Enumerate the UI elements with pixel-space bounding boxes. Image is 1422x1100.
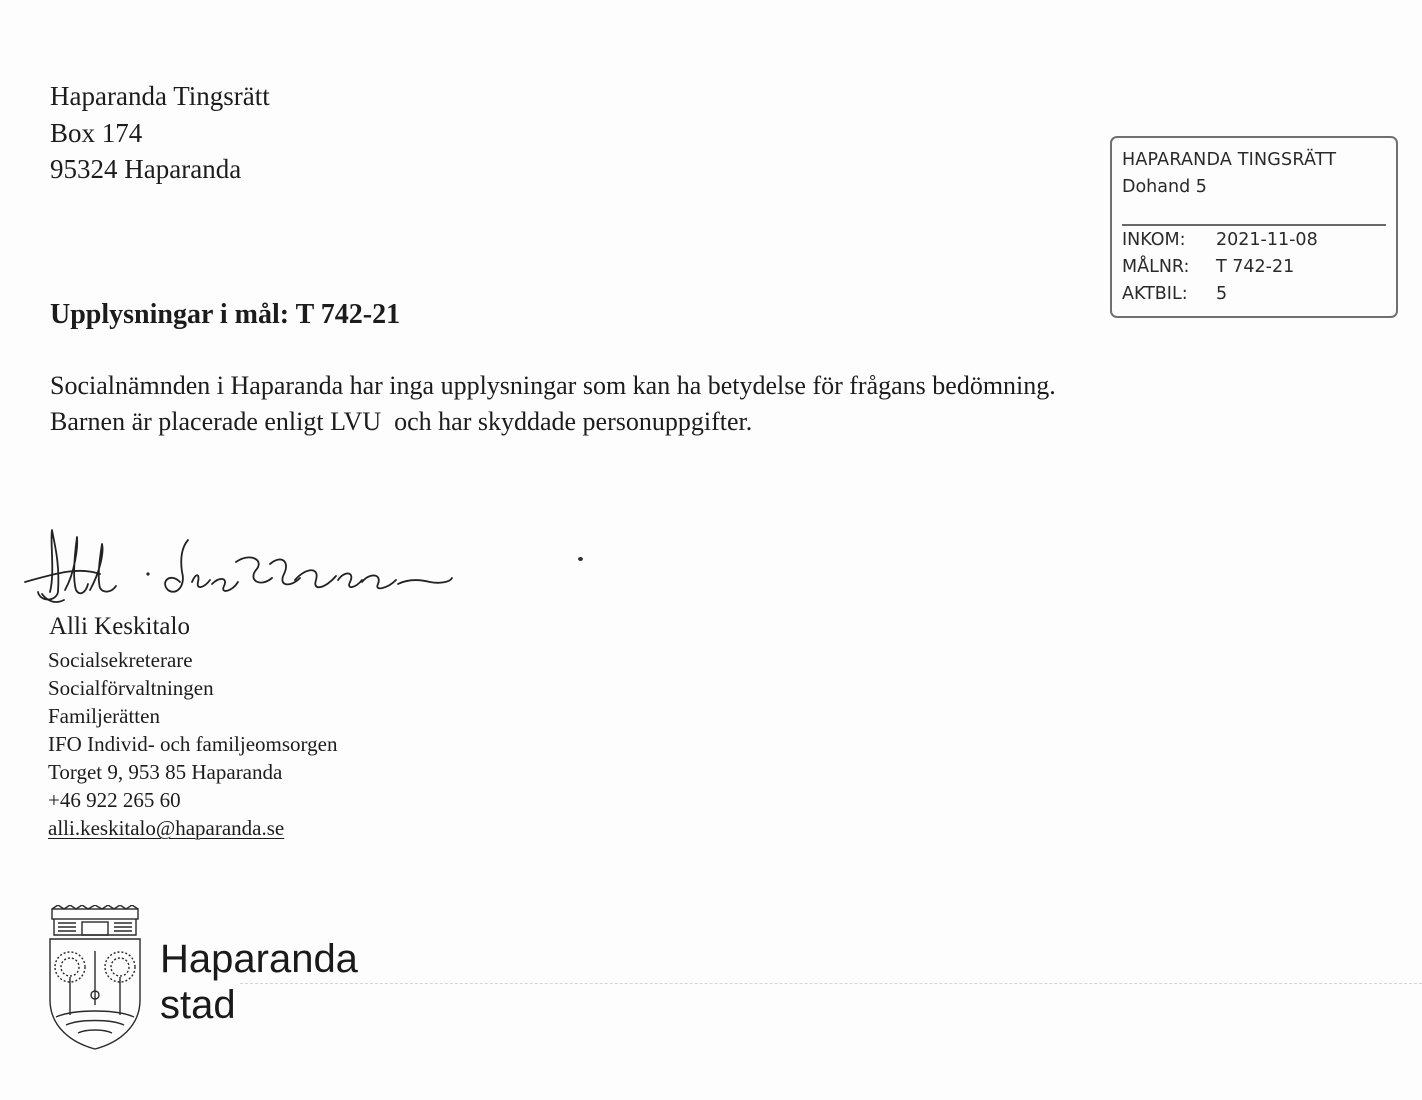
recipient-name: Haparanda Tingsrätt: [50, 81, 270, 111]
signatory-unit: Familjerätten: [48, 704, 160, 728]
signatory-address: Torget 9, 953 85 Haparanda: [48, 760, 283, 784]
signatory-name: Alli Keskitalo: [49, 613, 190, 640]
recipient-postal: 95324 Haparanda: [50, 154, 242, 184]
received-stamp: [1110, 136, 1398, 318]
body-paragraph: Barnen är placerade enligt LVU och har skyddade personuppgifter.: [50, 407, 753, 436]
signatory-phone: +46 922 265 60: [48, 788, 181, 812]
stamp-label: INKOM:: [1122, 230, 1186, 250]
stamp-row-aktbil: [1122, 284, 1227, 304]
haparanda-stad-logo: [160, 936, 358, 1028]
signatory-details: [48, 646, 337, 842]
stamp-row-malnr: [1122, 257, 1294, 277]
body-paragraph: Socialnämnden i Haparanda har inga upplysningar som kan ha betydelse för frågans bedömning.: [50, 371, 1056, 400]
recipient-address: [50, 78, 270, 188]
stamp-row-inkom: [1122, 230, 1318, 250]
logo-line-1: Haparanda: [160, 937, 358, 981]
subject-heading: Upplysningar i mål: T 742-21: [50, 299, 401, 330]
coat-of-arms-icon: [44, 905, 146, 1050]
signatory-email-link[interactable]: alli.keskitalo@haparanda.se: [48, 816, 285, 840]
stamp-department: Dohand 5: [1122, 177, 1207, 197]
signatory-title: Socialsekreterare: [48, 648, 193, 672]
stamp-court: HAPARANDA TINGSRÄTT: [1122, 150, 1337, 170]
stamp-label: MÅLNR:: [1122, 257, 1190, 277]
handwritten-signature: [20, 522, 460, 612]
stamp-value: 2021-11-08: [1216, 230, 1318, 250]
stamp-value: T 742-21: [1216, 257, 1295, 277]
fold-line: [240, 983, 1422, 984]
stamp-divider: [1122, 224, 1386, 226]
signatory-department: Socialförvaltningen: [48, 676, 214, 700]
ink-speck: [578, 557, 583, 561]
logo-line-2: stad: [160, 983, 236, 1027]
stamp-label: AKTBIL:: [1122, 284, 1188, 304]
recipient-box: Box 174: [50, 117, 143, 148]
stamp-value: 5: [1216, 284, 1228, 304]
letter-body: [50, 368, 1056, 440]
signatory-division: IFO Individ- och familjeomsorgen: [48, 732, 338, 756]
